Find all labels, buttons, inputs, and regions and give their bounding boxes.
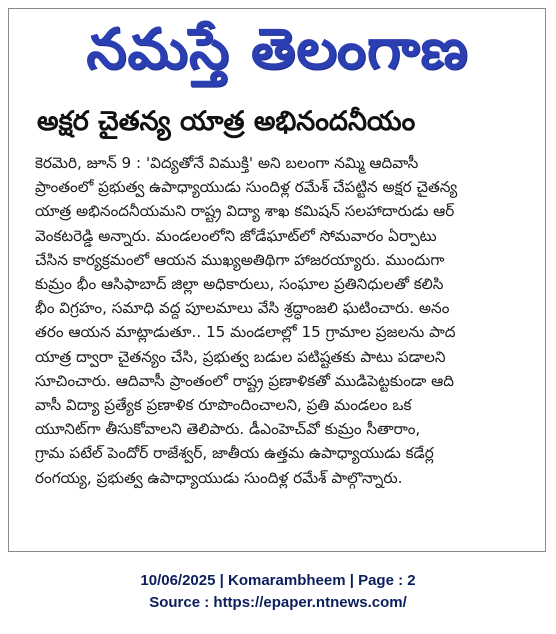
article-headline: అక్షర చైతన్య యాత్ర అభినందనీయం — [37, 106, 416, 137]
masthead-title: నమస్తే తెలంగాణ — [85, 17, 469, 82]
article-line: కెరమెరి, జూన్ 9 : 'విద్యతోనే విముక్తి' అని బలంగా నమ్మి ఆదివాసీ — [35, 154, 419, 172]
source-link[interactable]: Source : https://epaper.ntnews.com/ — [149, 594, 407, 611]
article-line: యూనిట్‌గా తీసుకోవాలని తెలిపారు. డీఎంహెచ్‌వో కుమ్రం సీతారాం, — [35, 420, 421, 439]
article-line: భీం విగ్రహం, సమాధి వద్ద పూలమాలు వేసి శ్రద్ధాంజలి ఘటించారు. అనం — [35, 299, 450, 318]
article-line: వెంకటరెడ్డి అన్నారు. మండలంలోని జోడేఘాట్‌లో సోమవారం ఏర్పాటు — [35, 226, 437, 245]
article-line: రంగయ్య, ప్రభుత్వ ఉపాధ్యాయుడు సుందిళ్ల రమేశ్ పాల్గొన్నారు. — [35, 468, 403, 487]
article-line: యాత్ర అభినందనీయమని రాష్ట్ర విద్యా శాఖ కమిషన్ సలహాదారుడు ఆర్ — [35, 202, 455, 221]
article-line: ప్రాంతంలో ప్రభుత్వ ఉపాధ్యాయుడు సుందిళ్ల రమేశ్ చేపట్టిన అక్షర చైతన్య — [35, 178, 458, 197]
publication-info: 10/06/2025 | Komarambheem | Page : 2 — [140, 572, 416, 589]
article-line: గ్రామ పటేల్ పెందోర్ రాజేశ్వర్, జాతీయ ఉత్తమ ఉపాధ్యాయుడు కడేర్ల — [35, 444, 434, 463]
article-line: వాసీ విద్యా ప్రత్యేక ప్రణాళిక రూపొందించాలని, ప్రతి మండలం ఒక — [35, 396, 412, 415]
article-line: కుమ్రం భీం ఆసిఫాబాద్ జిల్లా అధికారులు, సంఘాల ప్రతినిధులతో కలిసి — [35, 275, 444, 294]
newspaper-masthead — [9, 15, 545, 85]
clipping-footer — [0, 570, 556, 614]
article-line: తరం ఆయన మాట్లాడుతూ.. 15 మండలాల్లో 15 గ్రామాల ప్రజలను పాద — [35, 323, 456, 342]
article-line: సూచించారు. ఆదివాసీ ప్రాంతంలో రాష్ట్ర ప్రణాళికతో ముడిపెట్టకుండా ఆది — [35, 371, 454, 390]
clipping-frame — [8, 8, 546, 552]
article-line: చేసిన కార్యక్రమంలో ఆయన ముఖ్యఅతిథిగా హాజరయ్యారు. ముందుగా — [35, 250, 445, 269]
article-line: యాత్ర ద్వారా చైతన్యం చేసి, ప్రభుత్వ బడుల పటిష్టతకు పాటు పడాలని — [35, 347, 446, 366]
article-body — [35, 151, 543, 490]
